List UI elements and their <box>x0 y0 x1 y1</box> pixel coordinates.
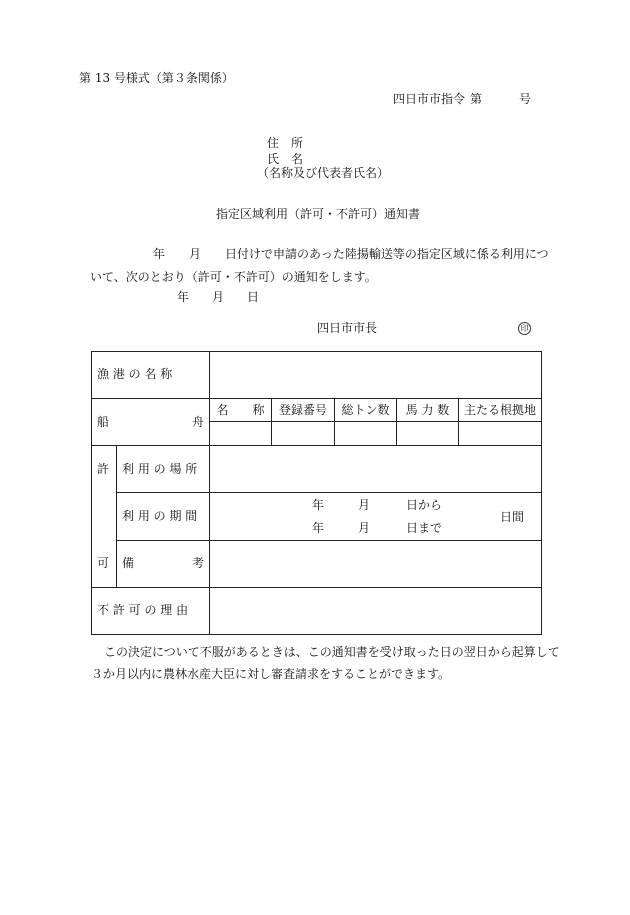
place-label: 利 用 の 場 所 <box>122 462 198 476</box>
ship-col-tonnage: 総トン数 <box>341 403 390 417</box>
period-from-label: 日から <box>406 498 443 512</box>
name-label: 氏 名 <box>267 152 304 166</box>
permit-label-top: 許 <box>97 462 110 476</box>
date-hi: 日 <box>247 290 260 304</box>
period-from-nen: 年 <box>312 498 325 512</box>
period-label: 利 用 の 期 間 <box>122 509 198 523</box>
remarks-label-left: 備 <box>122 556 135 570</box>
document-title: 指定区域利用（許可・不許可）通知書 <box>216 207 421 221</box>
period-to-nen: 年 <box>312 521 325 535</box>
form-label: 第 13 号様式（第３条関係） <box>79 71 234 85</box>
date-nen: 年 <box>177 290 190 304</box>
body-line2: いて、次のとおり（許可・不許可）の通知をします。 <box>90 270 377 284</box>
refusal-reason-label: 不 許 可 の 理 由 <box>97 603 189 617</box>
footer-line2: ３か月以内に農林水産大臣に対し審査請求をすることができます。 <box>91 667 451 681</box>
ship-col-registration: 登録番号 <box>278 403 327 417</box>
ship-col-horsepower: 馬 力 数 <box>405 403 450 417</box>
doc-number-dai: 第 <box>470 92 483 106</box>
port-name-label: 漁 港 の 名 称 <box>97 367 173 381</box>
seal-mark-icon: 印 <box>518 322 531 335</box>
issuer-label: 四日市市指令 <box>393 92 466 106</box>
body-line1: 日付けで申請のあった陸揚輸送等の指定区域に係る利用につ <box>225 247 549 261</box>
period-from-tsuki: 月 <box>358 498 371 512</box>
name-note: （名称及び代表者氏名） <box>257 166 390 180</box>
remarks-label-right: 考 <box>192 556 205 570</box>
ship-label-left: 船 <box>97 415 110 429</box>
mayor-label: 四日市市長 <box>317 321 378 335</box>
ship-col-home-port: 主たる根拠地 <box>463 403 536 417</box>
period-days-label: 日間 <box>500 510 525 524</box>
address-label: 住 所 <box>267 136 304 150</box>
doc-number-go: 号 <box>519 92 532 106</box>
permit-label-bottom: 可 <box>97 556 110 570</box>
ship-col-name: 名 称 <box>216 403 265 417</box>
footer-line1: この決定について不服があるときは、この通知書を受け取った日の翌日から起算して <box>104 645 560 659</box>
date-tsuki: 月 <box>212 290 225 304</box>
body-nen: 年 <box>153 247 166 261</box>
period-to-label: 日まで <box>406 521 443 535</box>
period-to-tsuki: 月 <box>358 521 371 535</box>
body-tsuki: 月 <box>189 247 202 261</box>
ship-label-right: 舟 <box>192 415 205 429</box>
